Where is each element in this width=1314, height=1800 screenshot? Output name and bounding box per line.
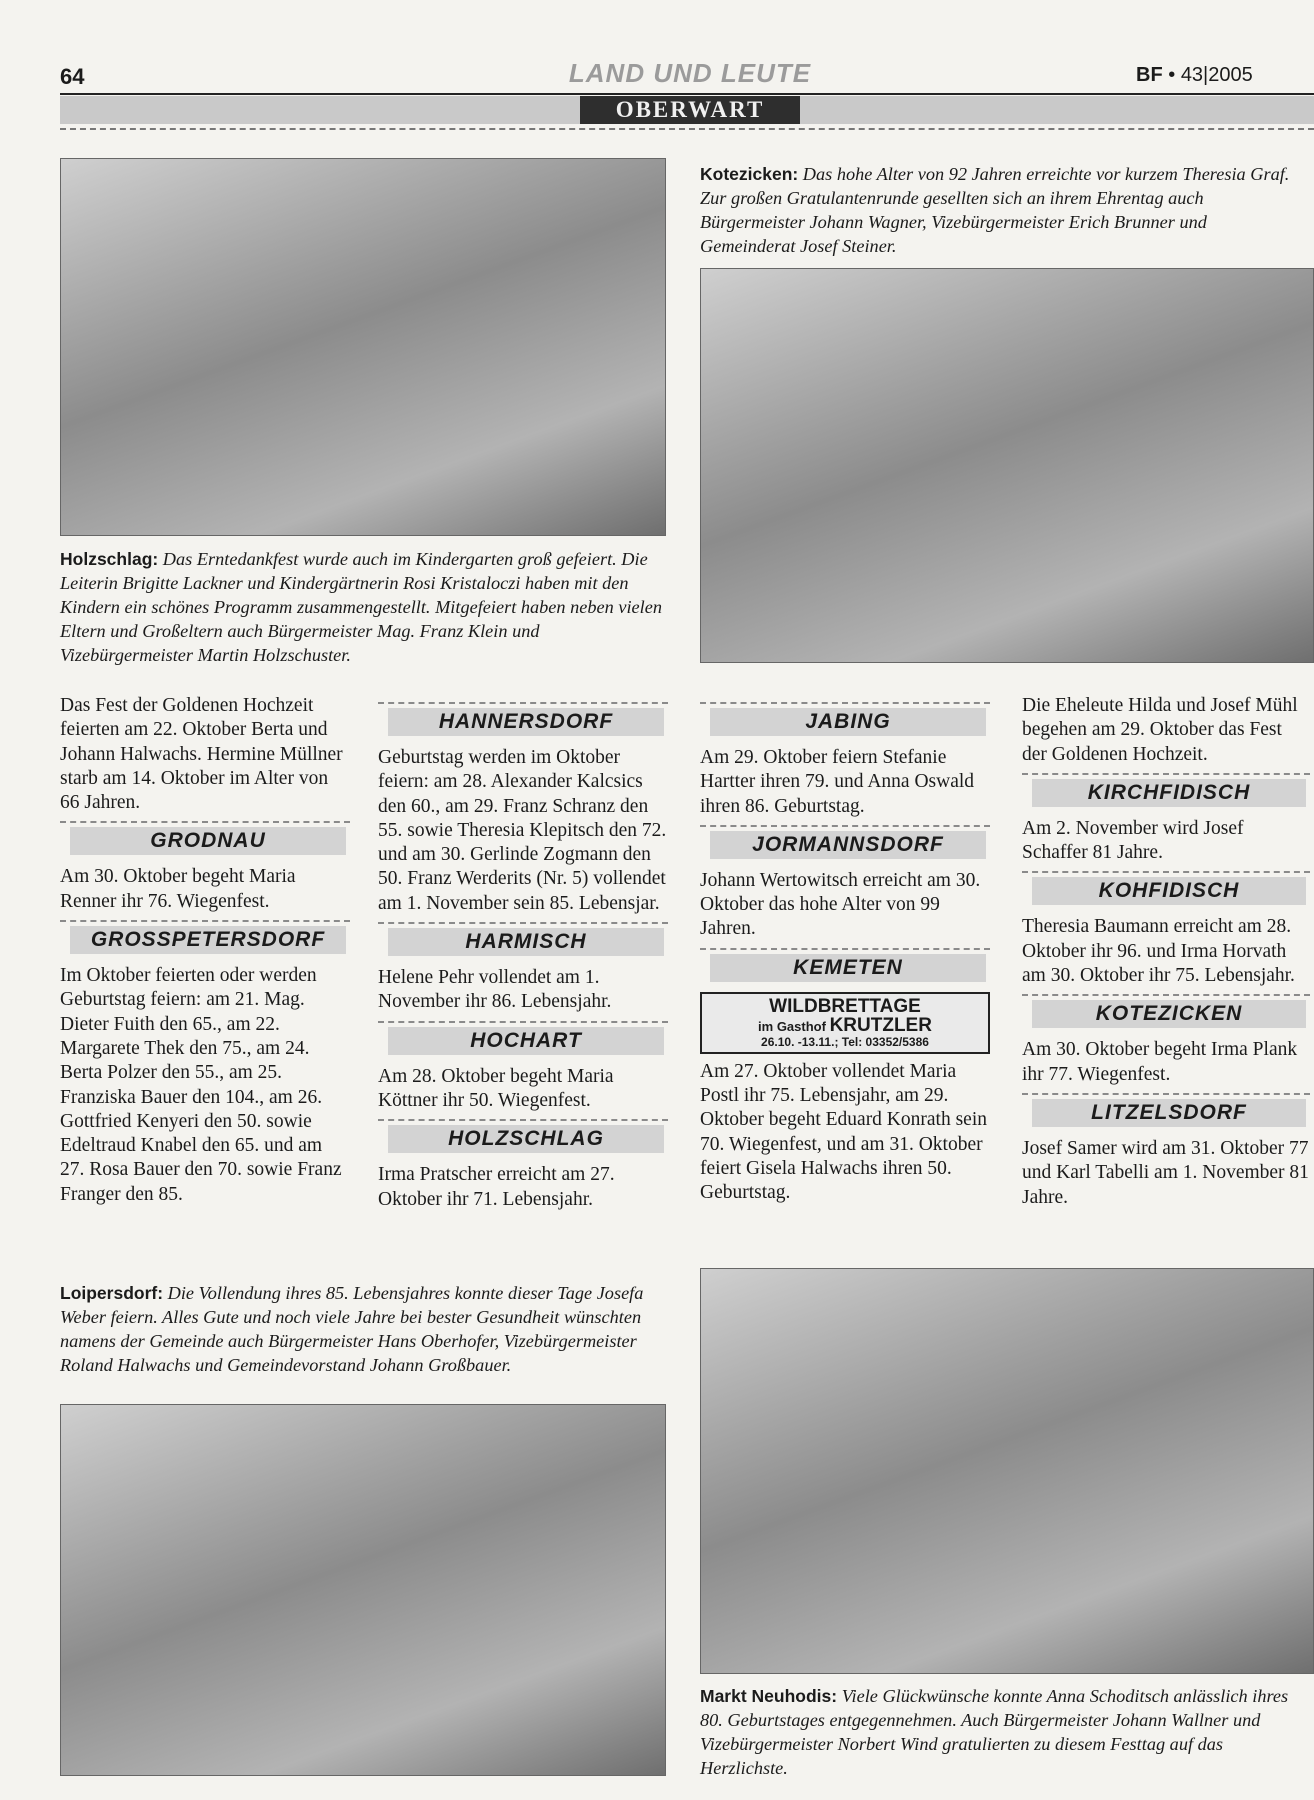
heading-label: LITZELSDORF (1032, 1099, 1306, 1127)
heading-hannersdorf (378, 702, 668, 738)
article-text: Am 27. Oktober vollendet Maria Postl ihr 75. Lebensjahr, am 29. Oktober begeht Eduard Konrath sein 70. Wiegenfest, und am 31. Oktober feiert Gisela Halwachs ihren 50. Geburtstag. (700, 1060, 987, 1204)
photo-markt-neuhodis-birthday (700, 1268, 1314, 1674)
heading-jabing (700, 702, 990, 738)
caption-place: Loipersdorf: (60, 1283, 164, 1303)
heading-kemeten (700, 948, 990, 984)
article-text: Am 29. Oktober feiern Stefanie Hartter ihren 79. und Anna Oswald ihren 86. Geburtstag. (700, 747, 975, 817)
article-text: Helene Pehr vollendet am 1. November ihr 86. Lebensjahr. (378, 967, 612, 1013)
region-label: OBERWART (580, 96, 800, 124)
photo-holzschlag-kindergarten (60, 158, 666, 536)
column-4 (1022, 694, 1310, 1210)
caption-place: Markt Neuhodis: (700, 1686, 838, 1706)
heading-label: HOCHART (388, 1027, 664, 1055)
heading-harmisch (378, 922, 668, 958)
article-text: Das Fest der Goldenen Hochzeit feierten am 22. Oktober Berta und Johann Halwachs. Hermine Müllner starb am 14. Oktober im Alter von 66 Jahren. (60, 695, 343, 814)
heading-kotezicken (1022, 994, 1310, 1030)
article-text: Die Eheleute Hilda und Josef Mühl begehen am 29. Oktober das Fest der Goldenen Hochzeit. (1022, 695, 1298, 765)
heading-label: JABING (710, 708, 986, 736)
issue-number: 43|2005 (1180, 64, 1253, 86)
advertisement-wildbrettage (700, 992, 990, 1054)
section-title: LAND UND LEUTE (568, 58, 812, 88)
article-text: Johann Wertowitsch erreicht am 30. Oktober das hohe Alter von 99 Jahren. (700, 869, 981, 940)
article-text: Im Oktober feierten oder werden Geburtstag feiern: am 21. Mag. Dieter Fuith den 65., am 22. Margarete Thek den 75., am 24. Berta Polzer den 55., am 25. Franziska Bauer den 104., am 26. Gottfried Kenyeri den 50. sowie Edeltraud Knabel den 65. und am 27. Rosa Bauer den 70. sowie Franz Franger den 85. (60, 965, 342, 1205)
header-rule (60, 93, 1314, 95)
ad-details: 26.10. -13.11.; Tel: 03352/5386 (761, 1034, 929, 1049)
issue-info (1136, 64, 1253, 87)
heading-label: KEMETEN (710, 954, 986, 982)
caption-markt-neuhodis (700, 1684, 1304, 1780)
heading-label: JORMANNSDORF (710, 831, 986, 859)
heading-kirchfidisch (1022, 773, 1310, 809)
article-text: Am 30. Oktober begeht Maria Renner ihr 76. Wiegenfest. (60, 866, 296, 912)
caption-holzschlag (60, 547, 666, 667)
heading-litzelsdorf (1022, 1093, 1310, 1129)
caption-loipersdorf (60, 1281, 666, 1377)
ad-venue (702, 1014, 988, 1036)
heading-kohfidisch (1022, 871, 1310, 907)
caption-text: Viele Glückwünsche konnte Anna Schoditsch anlässlich ihres 80. Geburtstages entgegennehmen. Auch Bürgermeister Johann Wallner und Vizebürgermeister Norbert Wind gratulierten zu diesem Festtag auf das Herzlichste. (700, 1686, 1289, 1778)
publication-name: BF (1136, 64, 1163, 86)
heading-jormannsdorf (700, 825, 990, 861)
article-text: Theresia Baumann erreicht am 28. Oktober ihr 96. und Irma Horvath am 30. Oktober ihr 75. Lebensjahr. (1022, 916, 1295, 987)
column-3 (700, 694, 990, 1206)
caption-place: Kotezicken: (700, 164, 799, 184)
header-dashed-rule (60, 128, 1314, 130)
ad-venue-prefix: im Gasthof (758, 1018, 826, 1034)
photo-kotezicken-birthday (700, 268, 1314, 663)
heading-label: HOLZSCHLAG (388, 1125, 664, 1153)
heading-label: KOTEZICKEN (1032, 1000, 1306, 1028)
heading-holzschlag (378, 1119, 668, 1155)
heading-label: KOHFIDISCH (1032, 877, 1306, 905)
page-number: 64 (60, 64, 85, 89)
caption-place: Holzschlag: (60, 549, 159, 569)
ad-title: WILDBRETTAGE (769, 995, 921, 1017)
caption-text: Die Vollendung ihres 85. Lebensjahres konnte dieser Tage Josefa Weber feiern. Alles Gute und noch viele Jahre bei bester Gesundheit wünschten namens der Gemeinde auch Bürgermeister Hans Oberhofer, Vizebürgermeister Roland Halwachs und Gemeindevorstand Johann Großbauer. (60, 1283, 644, 1375)
heading-label: HANNERSDORF (388, 708, 664, 736)
article-text: Geburtstag werden im Oktober feiern: am 28. Alexander Kalcsics den 60., am 29. Franz Schranz den 55. sowie Theresia Klepitsch den 72. und am 30. Gerlinde Zogmann den 50. Franz Werderits (Nr. 5) vollendet am 1. November sein 85. Lebensjar. (378, 747, 667, 914)
separator-dot: • (1168, 64, 1176, 86)
article-text: Am 2. November wird Josef Schaffer 81 Jahre. (1022, 817, 1244, 864)
heading-grodnau (60, 821, 350, 857)
ad-venue-name: KRUTZLER (829, 1014, 932, 1036)
heading-label: GRODNAU (70, 827, 346, 855)
column-2 (378, 694, 668, 1212)
heading-label: HARMISCH (388, 928, 664, 956)
heading-label: KIRCHFIDISCH (1032, 779, 1306, 807)
article-text: Josef Samer wird am 31. Oktober 77 und Karl Tabelli am 1. November 81 Jahre. (1022, 1137, 1309, 1208)
article-text: Irma Pratscher erreicht am 27. Oktober ihr 71. Lebensjahr. (378, 1164, 615, 1210)
column-1 (60, 694, 350, 1207)
heading-hochart (378, 1021, 668, 1057)
photo-loipersdorf-birthday (60, 1404, 666, 1776)
article-text: Am 30. Oktober begeht Irma Plank ihr 77. Wiegenfest. (1022, 1039, 1298, 1085)
caption-text: Das hohe Alter von 92 Jahren erreichte vor kurzem Theresia Graf. Zur großen Gratulantenrunde gesellten sich an ihrem Ehrentag auch Bürgermeister Johann Wagner, Vizebürgermeister Erich Brunner und Gemeinderat Josef Steiner. (700, 164, 1290, 256)
caption-text: Das Erntedankfest wurde auch im Kindergarten groß gefeiert. Die Leiterin Brigitte Lackner und Kindergärtnerin Rosi Kristaloczi haben mit den Kindern ein schönes Programm zusammengestellt. Mitgefeiert haben neben vielen Eltern und Großeltern auch Bürgermeister Mag. Franz Klein und Vizebürgermeister Martin Holzschuster. (60, 549, 662, 665)
article-text: Am 28. Oktober begeht Maria Köttner ihr 50. Wiegenfest. (378, 1065, 614, 1111)
caption-kotezicken (700, 162, 1300, 258)
heading-grosspetersdorf (60, 920, 350, 956)
heading-label: GROSSPETERSDORF (70, 926, 346, 954)
